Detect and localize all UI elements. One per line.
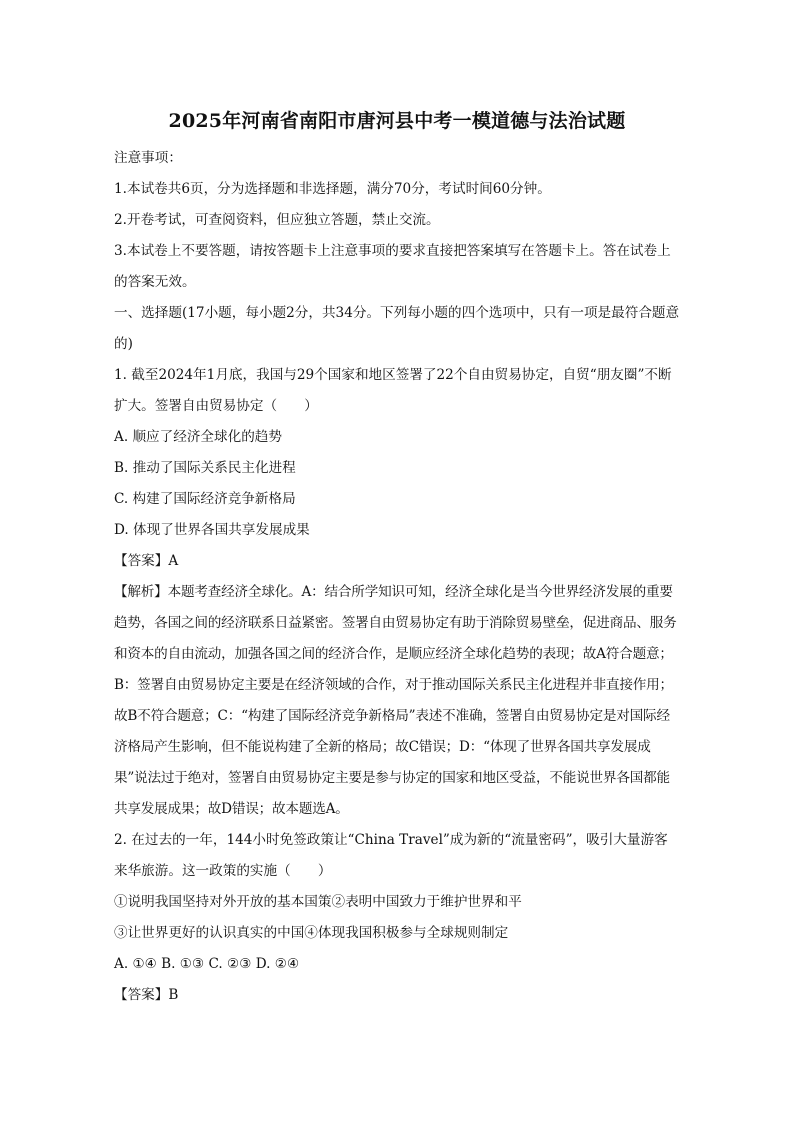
page-title: 2025年河南省南阳市唐河县中考一模道德与法治试题 xyxy=(168,110,626,132)
question-1-option-c: C. 构建了国际经济竞争新格局 xyxy=(114,491,296,507)
question-1-option-d: D. 体现了世界各国共享发展成果 xyxy=(114,522,310,538)
question-1-option-b: B. 推动了国际关系民主化进程 xyxy=(114,460,296,476)
notice-heading: 注意事项： xyxy=(114,150,182,166)
question-2-item: ③让世界更好的认识真实的中国④体现我国积极参与全球规则制定 xyxy=(114,925,509,941)
question-1-analysis: 【解析】本题考查经济全球化。A：结合所学知识可知，经济全球化是当今世界经济发展的重要趋势，各国之间的经济联系日益紧密。签署自由贸易协定有助于消除贸易壁垒，促进商品、服务和资本的自由流动，加强各国之间的经济合作，是顺应经济全球化趋势的表现；故A符合题意；B：签署自由贸易协定主要是在经济领域的合作，对于推动国际关系民主化进程并非直接作用；故B不符合题意；C：“构建了国际经济竞争新格局”表述不准确，签署自由贸易协定是对国际经济格局产生影响，但不能说构建了全新的格局；故C错误；D：“体现了世界各国共享发展成果”说法过于绝对，签署自由贸易协定主要是参与协定的国家和地区受益，不能说世界各国都能共享发展成果；故D错误；故本题选A。 xyxy=(114,584,677,817)
question-2-options: A. ①④ B. ①③ C. ②③ D. ②④ xyxy=(114,956,300,972)
question-2-answer: 【答案】B xyxy=(114,987,179,1003)
question-1-option-a: A. 顺应了经济全球化的趋势 xyxy=(114,429,282,445)
notice-item: 2.开卷考试，可查阅资料，但应独立答题，禁止交流。 xyxy=(114,212,440,228)
notice-item: 3.本试卷上不要答题，请按答题卡上注意事项的要求直接把答案填写在答题卡上。答在试卷上的答案无效。 xyxy=(114,243,671,290)
question-2-stem: 2. 在过去的一年，144小时免签政策让“China Travel”成为新的“流量密码”，吸引大量游客来华旅游。这一政策的实施（ ） xyxy=(114,832,668,879)
question-1-stem: 1. 截至2024年1月底，我国与29个国家和地区签署了22个自由贸易协定，自贸“朋友圈”不断扩大。签署自由贸易协定（ ） xyxy=(114,367,672,414)
section-heading: 一、选择题(17小题，每小题2分，共34分。下列每小题的四个选项中，只有一项是最符合题意的) xyxy=(114,305,680,352)
question-1-answer: 【答案】A xyxy=(114,553,179,569)
question-2-item: ①说明我国坚持对外开放的基本国策②表明中国致力于维护世界和平 xyxy=(114,894,522,910)
notice-item: 1.本试卷共6页，分为选择题和非选择题，满分70分，考试时间60分钟。 xyxy=(114,181,551,197)
